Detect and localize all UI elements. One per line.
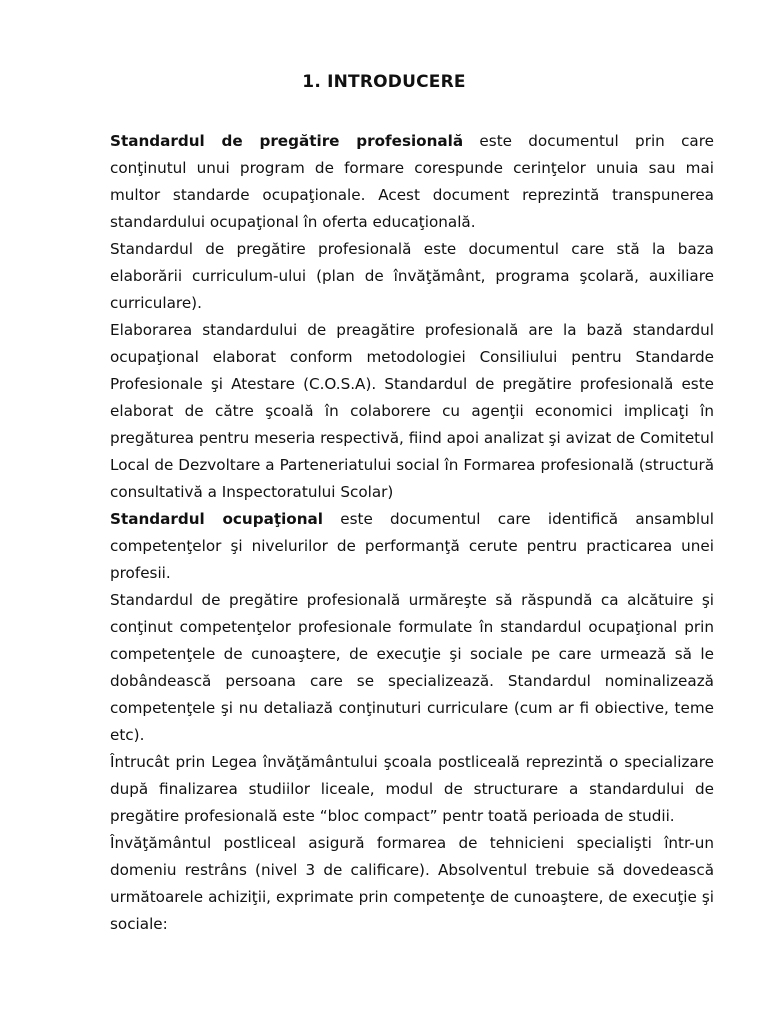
paragraph xyxy=(110,587,714,749)
paragraph-text: Standardul de pregătire profesională este documentul care stă la baza elaborării curriculum-ului (plan de învăţământ, programa şcolară, auxiliare curriculare). xyxy=(110,240,714,312)
paragraph xyxy=(110,749,714,830)
bold-term: Standardul ocupaţional xyxy=(110,510,323,528)
paragraph-text: Elaborarea standardului de preagătire profesională are la bază standardul ocupaţional elaborat conform metodologiei Consiliului pentru Standarde Profesionale şi Atestare (C.O.S.A). Standardul de pregătire profesională este elaborat de către şcoală în colaborere cu agenţii economici implicaţi în pregăturea pentru meseria respectivă, fiind apoi analizat şi avizat de Comitetul Local de Dezvoltare a Parteneriatului social în Formarea profesională (structură consultativă a Inspectoratului Scolar) xyxy=(110,321,714,501)
paragraph-text: Standardul de pregătire profesională urmăreşte să răspundă ca alcătuire şi conţinut competenţelor profesionale formulate în standardul ocupaţional prin competenţele de cunoaştere, de execuţie şi sociale pe care urmează să le dobândească persoana care se specializează. Standardul nominalizează competenţele şi nu detaliază conţinuturi curriculare (cum ar fi obiective, teme etc). xyxy=(110,591,714,744)
paragraph xyxy=(110,236,714,317)
page-title: 1. INTRODUCERE xyxy=(302,72,466,92)
bold-term: Standardul de pregătire profesională xyxy=(110,132,464,150)
document-body xyxy=(110,128,714,938)
paragraph xyxy=(110,830,714,938)
paragraph-text: Întrucât prin Legea învăţământului şcoala postliceală reprezintă o specializare după finalizarea studiilor liceale, modul de structurare a standardului de pregătire profesională este “bloc compact” pentr toată perioada de studii. xyxy=(110,753,714,825)
paragraph xyxy=(110,128,714,236)
paragraph-text: Învăţământul postliceal asigură formarea de tehnicieni specialişti într-un domeniu restrâns (nivel 3 de calificare). Absolventul trebuie să dovedească următoarele achiziţii, exprimate prin competenţe de cunoaştere, de execuţie şi sociale: xyxy=(110,834,714,933)
paragraph xyxy=(110,506,714,587)
paragraph-text: este documentul prin care conţinutul unui program de formare corespunde cerinţelor unuia sau mai multor standarde ocupaţionale. Acest document reprezintă transpunerea standardului ocupaţional în oferta educaţională. xyxy=(110,132,714,231)
paragraph-text: este documentul care identifică ansamblul competenţelor şi nivelurilor de performanţă cerute pentru practicarea unei profesii. xyxy=(110,510,714,582)
paragraph xyxy=(110,317,714,506)
